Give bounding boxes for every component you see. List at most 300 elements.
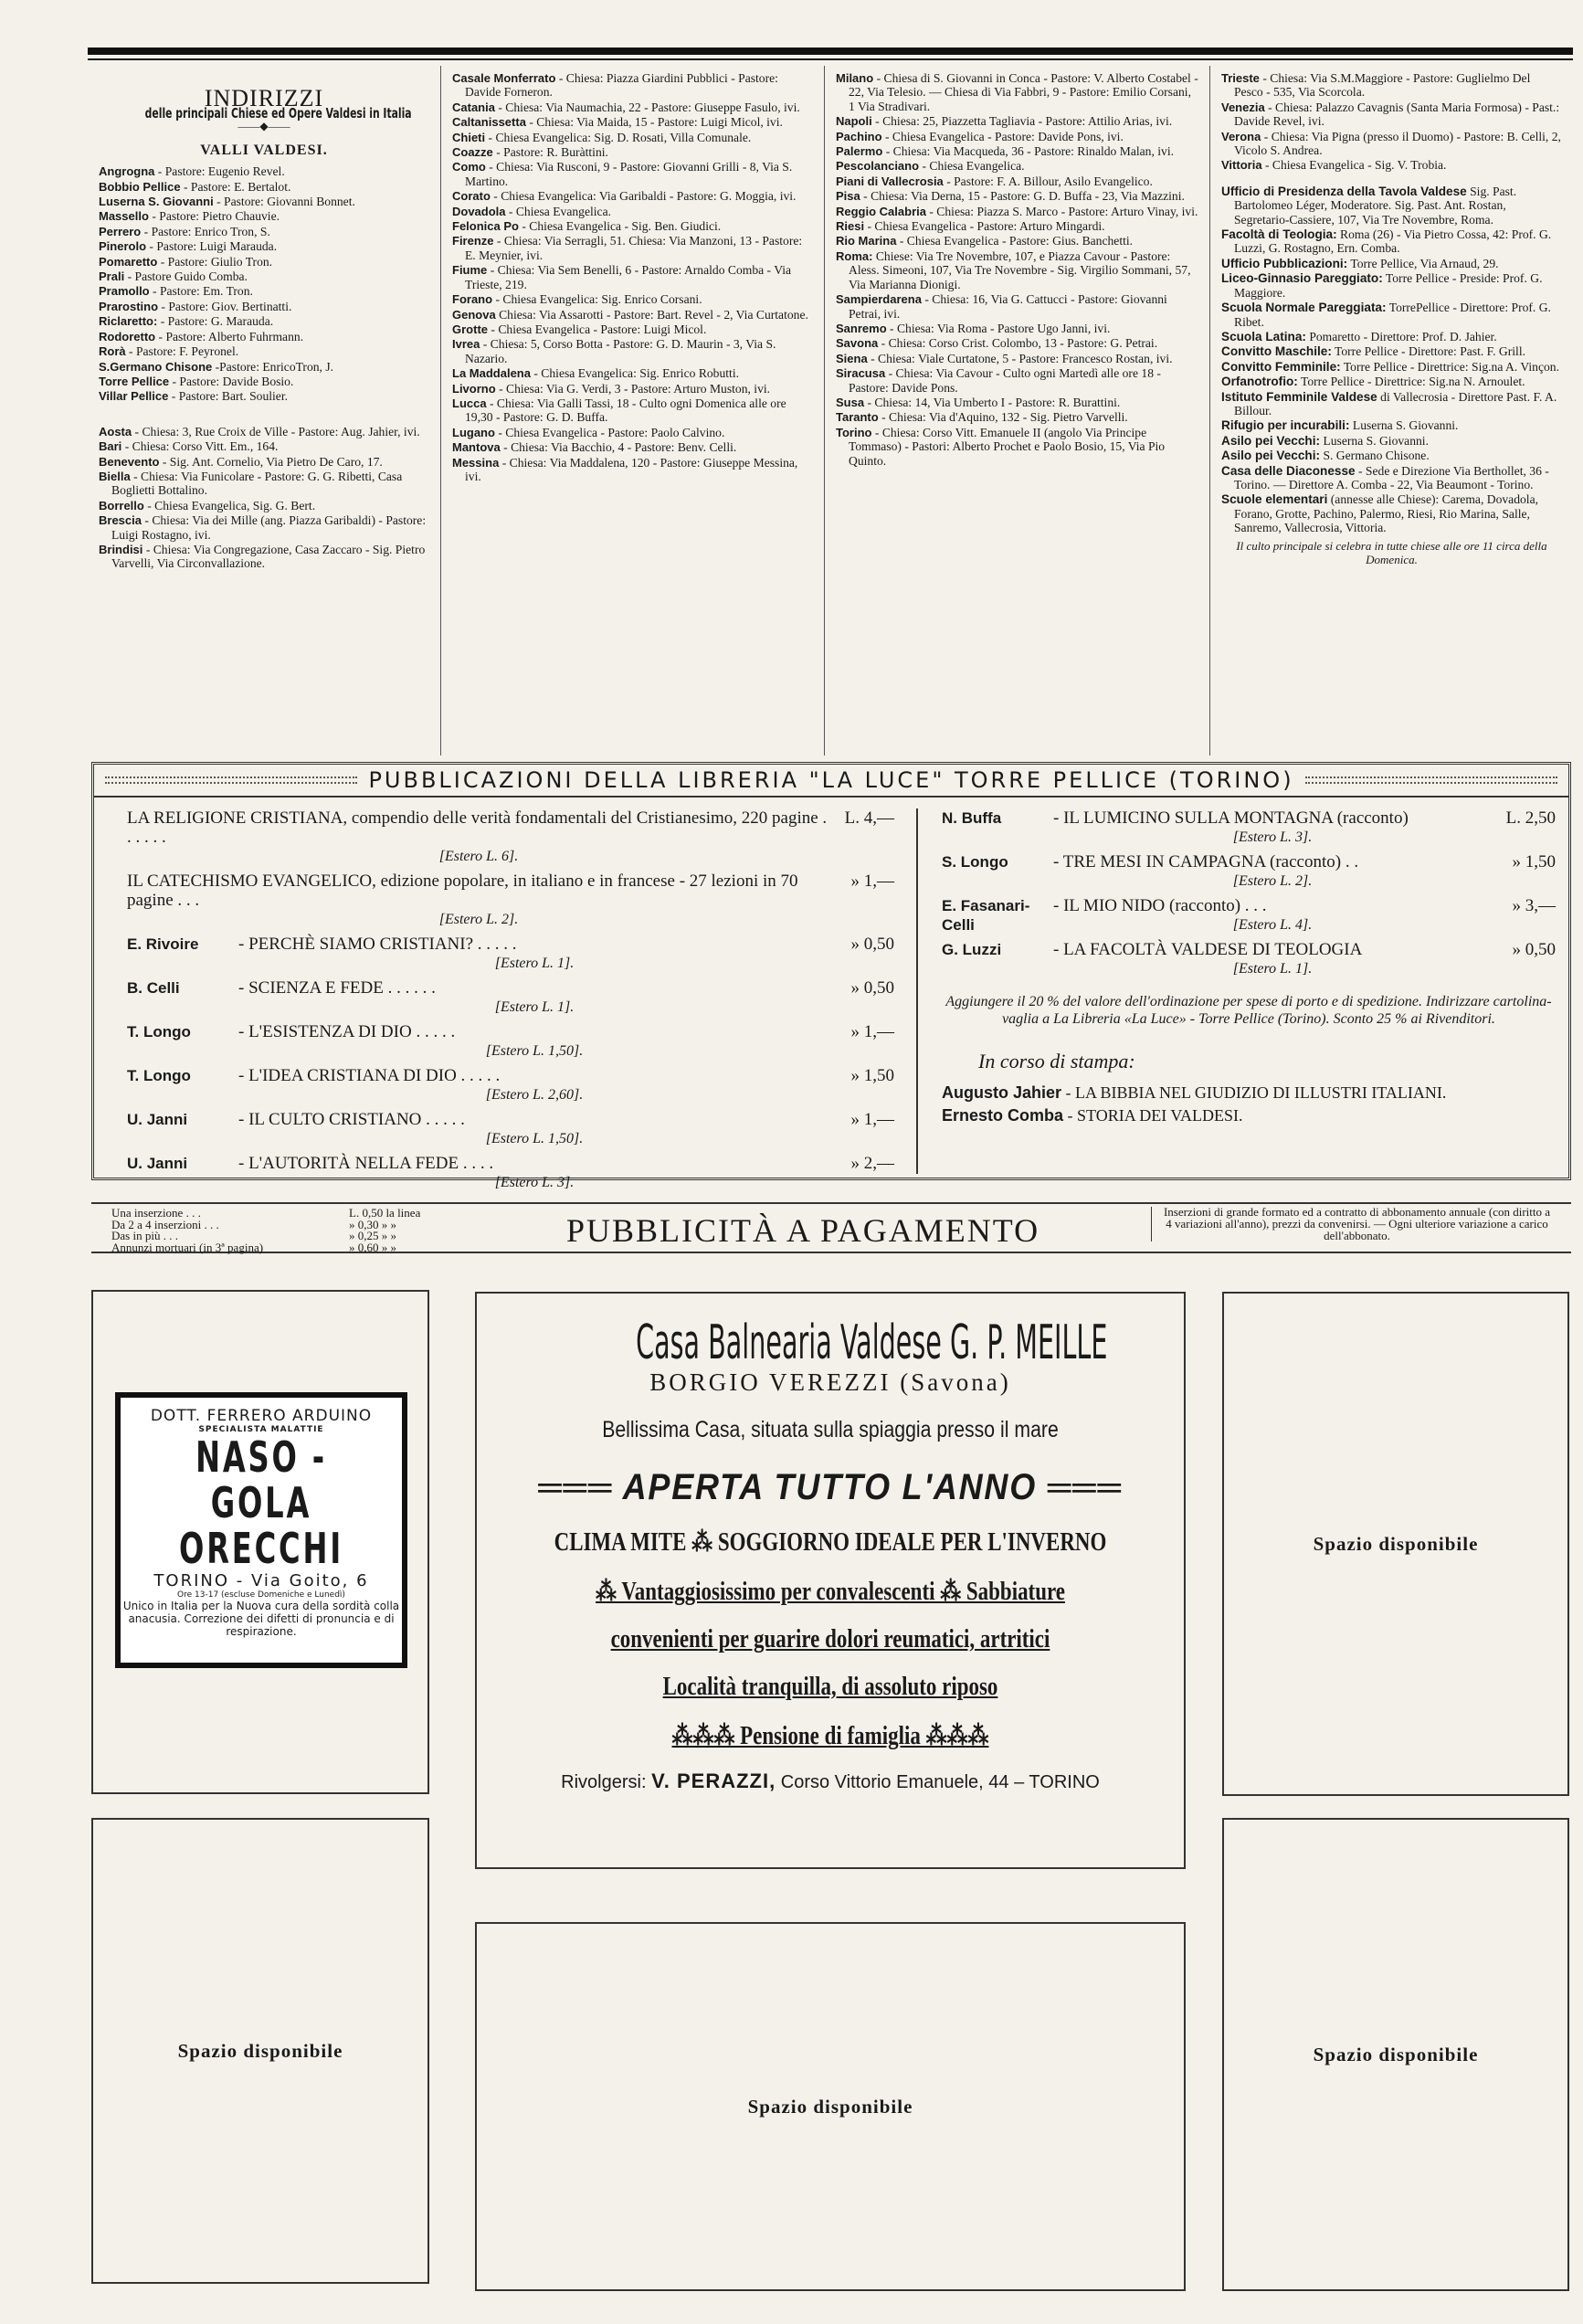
- directory-entry: [452, 337, 813, 365]
- entry-text: Torre Pellice - Preside: Prof. G. Maggiore.: [1234, 271, 1543, 300]
- directory-entry: [836, 144, 1198, 158]
- entry-text: - Chiesa: Piazza Giardini Pubblici - Pastore: Davide Forneron.: [465, 71, 778, 100]
- entry-text: Chiese: Via Tre Novembre, 107, e Piazza Cavour - Pastore: Aless. Simeoni, 107, Via Tre Novembre - Sig. Virgilio Sommani, 57, Via Marianna Dionigi.: [849, 248, 1191, 291]
- directory-entry: [1221, 464, 1562, 492]
- directory-entry: [836, 336, 1198, 350]
- entry-text: - Pastore: F. A. Billour, Asilo Evangelico.: [946, 174, 1153, 188]
- book-item: [127, 872, 894, 929]
- directory-entry: [452, 440, 813, 454]
- entry-name: Vittoria: [1221, 158, 1262, 173]
- entry-text: - Chiesa Evangelica - Sig. Ben. Giudici.: [522, 219, 722, 234]
- directory-entry: [452, 366, 813, 380]
- entry-name: S.Germano Chisone: [99, 359, 213, 374]
- entry-name: Facoltà di Teologia:: [1221, 227, 1337, 242]
- entry-name: Lucca: [452, 396, 487, 410]
- directory-entry: [836, 249, 1198, 291]
- entry-name: Rorà: [99, 344, 126, 359]
- directory-entry: [99, 284, 429, 298]
- entry-name: Felonica Po: [452, 219, 519, 234]
- directory-entry: [1221, 271, 1562, 300]
- rate-value: » 0,25 » »: [349, 1229, 396, 1242]
- directory-entry: [1221, 434, 1562, 448]
- book-price: » 0,50: [1512, 940, 1556, 959]
- entry-text: - Chiesa Evangelica: Sig. Enrico Robutti.: [533, 366, 740, 381]
- entry-name: Brescia: [99, 513, 142, 528]
- doctor-spec: SPECIALISTA MALATTIE: [198, 1425, 324, 1434]
- meille-line-2: convenienti per guarire dolori reumatici, artritici: [610, 1625, 1050, 1653]
- entry-name: Lugano: [452, 425, 495, 439]
- entry-text: Torre Pellice, Via Arnaud, 29.: [1350, 256, 1499, 270]
- entry-name: Piani di Vallecrosia: [836, 174, 944, 188]
- book-estero: [Estero L. 2].: [1232, 873, 1313, 889]
- book-price: » 0,50: [850, 935, 894, 954]
- directory-entry: [836, 366, 1198, 395]
- book-title: - LA FACOLTÀ VALDESE DI TEOLOGIA: [1053, 940, 1363, 959]
- directory-entry: [452, 292, 813, 306]
- entry-text: - Chiesa: Corso Vitt. Emanuele II (angolo Via Principe Tommaso) - Pastori: Alberto Prochet e Paolo Bosio, 15, Via Pio Quinto.: [849, 425, 1166, 468]
- book-estero: [Estero L. 4].: [1232, 917, 1313, 933]
- valli-heading: VALLI VALDESI.: [200, 142, 328, 158]
- book-item: [127, 1154, 894, 1192]
- entry-name: Prali: [99, 269, 125, 284]
- entry-name: Villar Pellice: [99, 389, 169, 404]
- directory-entry: [452, 322, 813, 336]
- entry-text: - Chiesa: Corso Crist. Colombo, 13 - Pastore: G. Petrai.: [881, 336, 1158, 351]
- directory-columns: [88, 66, 1573, 755]
- book-item: [942, 940, 1556, 978]
- directory-entry: [1221, 418, 1562, 432]
- directory-entry: [452, 100, 813, 114]
- entry-name: Convitto Maschile:: [1221, 344, 1332, 359]
- meille-open: ═══ APERTA TUTTO L'ANNO ═══: [538, 1467, 1123, 1507]
- entry-text: - Pastore: Giovanni Bonnet.: [216, 195, 355, 209]
- directory-entry: [836, 352, 1198, 365]
- entry-name: Verona: [1221, 129, 1261, 143]
- entry-text: - Chiesa: Via Funicolare - Pastore: G. G. Ribetti, Casa Boglietti Bottalino.: [111, 469, 403, 498]
- entry-text: - Chiesa: Via Maddalena, 120 - Pastore: Giuseppe Messina, ivi.: [465, 455, 798, 483]
- upcoming-list: [942, 1083, 1556, 1125]
- directory-entry: [836, 292, 1198, 321]
- entry-name: Luserna S. Giovanni: [99, 195, 214, 209]
- spazio-label: Spazio disponibile: [747, 2095, 913, 2118]
- entry-name: Bari: [99, 439, 122, 454]
- entry-text: - Chiesa Evangelica, Sig. G. Bert.: [147, 498, 316, 512]
- book-item: [127, 1110, 894, 1148]
- entry-name: Pisa: [836, 189, 860, 204]
- entry-text: Pomaretto - Direttore: Prof. D. Jahier.: [1309, 329, 1497, 343]
- entry-text: Torre Pellice - Direttore: Past. F. Grill.: [1335, 344, 1525, 359]
- book-estero: [Estero L. 1].: [494, 956, 575, 971]
- entry-name: Milano: [836, 71, 874, 85]
- entry-text: - Pastore: G. Marauda.: [160, 314, 274, 329]
- entry-name: Casale Monferrato: [452, 71, 556, 85]
- book-author: U. Janni: [127, 1155, 188, 1172]
- entry-text: Luserna S. Giovanni.: [1323, 433, 1429, 448]
- entry-text: (annesse alle Chiese): Carema, Dovadola, Forano, Grotte, Pachino, Palermo, Riesi, Rio Marina, Salle, Sanremo, Vallecrosia, Vittoria.: [1234, 492, 1538, 535]
- entry-text: - Chiesa: Via Sem Benelli, 6 - Pastore: Arnaldo Comba - Via Trieste, 219.: [465, 263, 792, 291]
- book-price: L. 4,—: [844, 808, 894, 828]
- doctor-specialty: NASO - GOLA ORECCHI: [179, 1432, 343, 1573]
- book-estero: [Estero L. 3].: [494, 1175, 575, 1190]
- entry-text: - Chiesa: Via Rusconi, 9 - Pastore: Giovanni Grilli - 8, Via S. Martino.: [465, 160, 793, 188]
- directory-entry: [836, 174, 1198, 188]
- upcoming-author: Augusto Jahier: [942, 1083, 1062, 1102]
- upcoming-item: [942, 1106, 1556, 1125]
- directory-entry: [836, 219, 1198, 233]
- entry-name: Sanremo: [836, 321, 887, 335]
- upcoming-author: Ernesto Comba: [942, 1106, 1064, 1125]
- entry-text: - Chiesa: 14, Via Umberto I - Pastore: R. Burattini.: [867, 395, 1121, 409]
- directory-entry: [836, 322, 1198, 335]
- entry-text: - Chiesa Evangelica - Pastore: Gius. Banchetti.: [899, 234, 1134, 248]
- entry-text: - Chiesa: Via d'Aquino, 132 - Sig. Pietro Varvelli.: [881, 410, 1128, 425]
- entry-text: - Chiesa: Piazza S. Marco - Pastore: Arturo Vinay, ivi.: [929, 204, 1198, 218]
- entry-text: - Chiesa Evangelica.: [922, 159, 1025, 174]
- book-item: [942, 852, 1556, 891]
- entry-text: - Pastore: Pietro Chauvie.: [152, 209, 280, 224]
- directory-entry: [452, 382, 813, 396]
- entry-text: - Pastore: Giov. Bertinatti.: [161, 299, 292, 313]
- top-rule: [88, 48, 1573, 55]
- entry-text: - Chiesa: 3, Rue Croix de Ville - Pastore: Aug. Jahier, ivi.: [134, 424, 420, 438]
- publications-header: [94, 765, 1568, 798]
- directory-entry: [99, 425, 429, 438]
- entry-name: Angrogna: [99, 164, 155, 179]
- directory-entry: [836, 114, 1198, 128]
- rate-label: Annunzi mortuari (in 3ª pagina): [111, 1240, 264, 1254]
- directory-entry: [99, 164, 429, 178]
- entry-name: Mantova: [452, 440, 501, 455]
- directory-entry: [836, 426, 1198, 468]
- directory-entry: [99, 195, 429, 208]
- advertising-title: PUBBLICITÀ A PAGAMENTO: [566, 1212, 1040, 1249]
- book-estero: [Estero L. 6].: [438, 849, 519, 864]
- entry-name: Trieste: [1221, 71, 1260, 85]
- rate-value: L. 0,50 la linea: [349, 1206, 421, 1220]
- entry-name: Pescolanciano: [836, 159, 920, 174]
- upcoming-item: [942, 1083, 1556, 1103]
- entry-text: - Chiesa: Via Naumachia, 22 - Pastore: Giuseppe Fasulo, ivi.: [498, 100, 800, 114]
- book-price: » 1,—: [850, 872, 894, 891]
- entry-name: Benevento: [99, 454, 160, 469]
- directory-entry: [836, 71, 1198, 113]
- entry-name: Biella: [99, 469, 131, 483]
- directory-entry: [1221, 257, 1562, 270]
- directory-entry: [836, 159, 1198, 173]
- book-title: - L'AUTORITÀ NELLA FEDE . . . .: [238, 1154, 494, 1173]
- meille-contact: Rivolgersi: V. PERAZZI, Corso Vittorio Emanuele, 44 – TORINO: [561, 1769, 1100, 1792]
- entry-name: Messina: [452, 455, 500, 470]
- directory-column-3: [825, 66, 1210, 755]
- directory-entry: [452, 234, 813, 262]
- directory-entry: [452, 263, 813, 291]
- entry-name: Coazze: [452, 145, 493, 160]
- entry-text: - Pastore: Bart. Soulier.: [171, 389, 289, 404]
- doctor-hours: Ore 13-17 (escluse Domeniche e Lunedì): [177, 1590, 345, 1600]
- entry-text: Torre Pellice - Direttrice: Sig.na A. Vinçon.: [1343, 359, 1559, 374]
- meille-line-3: Località tranquilla, di assoluto riposo: [662, 1673, 998, 1701]
- book-author: E. Rivoire: [127, 935, 199, 953]
- entry-text: TorrePellice - Direttore: Prof. G. Ribet.: [1234, 301, 1551, 329]
- entry-text: - Chiesa: Via Congregazione, Casa Zaccaro - Sig. Pietro Varvelli, Via Circonvallazione.: [111, 542, 426, 571]
- directory-entry: [99, 455, 429, 469]
- entry-name: Istituto Femminile Valdese: [1221, 389, 1377, 404]
- directory-entry: [99, 269, 429, 283]
- top-rule-thin: [88, 58, 1573, 60]
- directory-entry: [99, 499, 429, 512]
- entry-text: - Chiesa Evangelica - Pastore: Davide Pons, ivi.: [884, 129, 1124, 143]
- directory-entry: [452, 145, 813, 159]
- entry-text: - Pastore: Luigi Marauda.: [149, 239, 278, 254]
- entry-text: - Chiesa Evangelica: Sig. Enrico Corsani.: [495, 292, 702, 307]
- spazio-box-3: [475, 1922, 1186, 2291]
- entry-name: Liceo-Ginnasio Pareggiato:: [1221, 271, 1383, 286]
- book-author: B. Celli: [127, 979, 180, 997]
- ad-meille: [475, 1292, 1186, 1869]
- directory-entry: [1221, 375, 1562, 388]
- directory-entry: [452, 205, 813, 218]
- publications-box: [91, 762, 1571, 1190]
- book-item: [127, 1066, 894, 1104]
- in-corso-heading: In corso di stampa:: [978, 1050, 1135, 1072]
- book-title: IL CATECHISMO EVANGELICO, edizione popolare, in italiano e in francese - 27 lezioni in 70 pagine . . .: [127, 872, 798, 910]
- entry-name: Roma:: [836, 248, 873, 263]
- meille-line-1: ⁂ Vantaggiosissimo per convalescenti ⁂ Sabbiature: [596, 1578, 1065, 1606]
- entry-text: - Chiesa: Via Cavour - Culto ogni Martedì alle ore 18 - Pastore: Davide Pons.: [849, 366, 1161, 395]
- book-price: » 2,—: [850, 1154, 894, 1173]
- directory-entry: [1221, 360, 1562, 374]
- publications-left-list: [127, 808, 894, 1198]
- entry-name: Siena: [836, 351, 868, 365]
- cities-list-m: [836, 71, 1198, 468]
- entry-name: Susa: [836, 395, 865, 409]
- book-estero: [Estero L. 1].: [1232, 961, 1313, 977]
- entry-text: - Sig. Ant. Cornelio, Via Pietro De Caro, 17.: [162, 454, 383, 469]
- entry-name: Borrello: [99, 498, 144, 512]
- upcoming-title: - LA BIBBIA NEL GIUDIZIO DI ILLUSTRI ITALIANI.: [1065, 1083, 1447, 1102]
- book-author: S. Longo: [942, 853, 1008, 871]
- rate-row: [111, 1242, 495, 1254]
- entry-text: Luserna S. Giovanni.: [1352, 418, 1459, 433]
- entry-name: Ivrea: [452, 337, 480, 352]
- entry-text: - Chiesa Evangelica - Pastore: Luigi Micol.: [491, 322, 707, 336]
- rate-value: » 0,30 » »: [349, 1217, 396, 1231]
- book-item: [127, 1022, 894, 1061]
- book-item: [127, 808, 894, 866]
- directory-column-2: [441, 66, 825, 755]
- book-author: T. Longo: [127, 1023, 191, 1041]
- entry-name: Pomaretto: [99, 254, 158, 269]
- book-author: N. Buffa: [942, 809, 1002, 827]
- entry-text: - Chiesa Evangelica: Via Garibaldi - Pastore: G. Moggia, ivi.: [493, 189, 797, 204]
- entry-text: - Chiesa Evangelica - Pastore: Paolo Calvino.: [498, 425, 725, 439]
- entry-text: - Chiesa: Via Bacchio, 4 - Pastore: Benv. Celli.: [503, 440, 737, 455]
- rate-value: » 0,60 » »: [349, 1240, 396, 1254]
- spazio-label: Spazio disponibile: [1313, 1532, 1479, 1555]
- entry-text: - Chiesa Evangelica - Pastore: Arturo Mingardi.: [867, 219, 1105, 234]
- spazio-box-1: [1222, 1292, 1569, 1796]
- order-note: Aggiungere il 20 % del valore dell'ordinazione per spese di porto e di spedizione. Indirizzare cartolina-vaglia a La Libreria «La Luce» - Torre Pellice (Torino). Sconto 25 % ai Rivenditori.: [945, 994, 1552, 1027]
- directory-entry: [99, 389, 429, 403]
- directory-entry: [1221, 390, 1562, 418]
- directory-entry: [99, 330, 429, 343]
- directory-column-4: [1210, 66, 1573, 755]
- entry-name: Napoli: [836, 114, 872, 129]
- publications-title: PUBBLICAZIONI DELLA LIBRERIA "LA LUCE" TORRE PELLICE (TORINO): [368, 767, 1294, 793]
- directory-entry: [99, 239, 429, 253]
- directory-entry: [452, 160, 813, 188]
- meille-desc: Bellissima Casa, situata sulla spiaggia presso il mare: [602, 1417, 1059, 1442]
- entry-name: La Maddalena: [452, 366, 531, 381]
- entry-text: - Pastore: Alberto Fuhrmann.: [158, 329, 304, 343]
- entry-text: - Chiesa: 5, Corso Botta - Pastore: G. D. Maurin - 3, Via S. Nazario.: [465, 337, 776, 365]
- entry-name: Savona: [836, 336, 879, 351]
- directory-entry: [1221, 71, 1562, 100]
- directory-entry: [836, 234, 1198, 248]
- entry-name: Torre Pellice: [99, 374, 170, 388]
- culto-note: Il culto principale si celebra in tutte chiese alle ore 11 circa della Domenica.: [1236, 538, 1547, 566]
- spazio-label: Spazio disponibile: [1313, 2043, 1479, 2065]
- entry-text: S. Germano Chisone.: [1323, 449, 1430, 463]
- entry-text: - Chiesa Evangelica - Sig. V. Trobia.: [1264, 158, 1447, 173]
- directory-entry: [452, 115, 813, 129]
- book-title: - TRE MESI IN CAMPAGNA (racconto) . .: [1053, 852, 1359, 872]
- entry-name: Torino: [836, 425, 872, 439]
- entry-text: - Chiesa di S. Giovanni in Conca - Pastore: V. Alberto Costabel - 22, Via Telesio. — Chiesa di Via Fabbri, 9 - Pastore: Emilio Corsani, 1 Via Stradivari.: [849, 71, 1198, 113]
- book-author: E. Fasanari-Celli: [942, 897, 1030, 934]
- entry-text: - Chiesa Evangelica: Sig. D. Rosati, Villa Comunale.: [488, 130, 752, 144]
- cities-list-t: [1221, 71, 1562, 173]
- directory-entry: [836, 189, 1198, 203]
- book-estero: [Estero L. 2,60].: [485, 1087, 584, 1103]
- book-title: - IL MIO NIDO (racconto) . . .: [1053, 896, 1267, 915]
- entry-text: - Chiesa: 16, Via G. Cattucci - Pastore: Giovanni Petrai, ivi.: [849, 292, 1167, 321]
- book-author: U. Janni: [127, 1111, 188, 1128]
- entry-text: - Sede e Direzione Via Berthollet, 36 - Torino. — Direttore A. Comba - 22, Via Beaumont - Torino.: [1234, 463, 1549, 491]
- directory-entry: [99, 439, 429, 453]
- entry-text: - Pastore: Eugenio Revel.: [157, 164, 285, 179]
- doctor-name: DOTT. FERRERO ARDUINO: [150, 1407, 373, 1425]
- directory-title: INDIRIZZI: [204, 85, 324, 111]
- ad-doctor-frame: [91, 1290, 429, 1794]
- upcoming-title: - STORIA DEI VALDESI.: [1067, 1106, 1243, 1125]
- entry-text: - Chiesa: Via Roma - Pastore Ugo Janni, ivi.: [890, 321, 1111, 335]
- rate-label: Una inserzione . . .: [111, 1206, 201, 1220]
- directory-entry: [452, 426, 813, 439]
- directory-entry: [99, 255, 429, 269]
- large-format-note: Inserzioni di grande formato ed a contratto di abbonamento annuale (con diritto a 4 variazioni all'anno), prezzi da convenirsi. — Ogni ulteriore variazione a carico dell'abbonato.: [1151, 1207, 1553, 1241]
- publications-right-panel: [916, 808, 1556, 1174]
- entry-name: Riesi: [836, 219, 865, 234]
- directory-entry: [1221, 130, 1562, 158]
- entry-text: - Chiesa: Via G. Verdi, 3 - Pastore: Arturo Muston, ivi.: [499, 381, 771, 396]
- entry-text: - Pastore: Enrico Tron, S.: [143, 224, 270, 238]
- entry-name: Convitto Femminile:: [1221, 359, 1341, 374]
- ad-rates: [111, 1208, 495, 1253]
- directory-entry: [99, 513, 429, 542]
- book-price: » 3,—: [1512, 896, 1556, 915]
- entry-name: Bobbio Pellice: [99, 179, 181, 194]
- entry-name: Dovadola: [452, 204, 506, 218]
- entry-name: Brindisi: [99, 542, 143, 556]
- entry-name: Ufficio Pubblicazioni:: [1221, 256, 1348, 270]
- directory-entry: [99, 225, 429, 238]
- rate-label: Da 2 a 4 inserzioni . . .: [111, 1217, 219, 1231]
- entry-text: Torre Pellice - Direttrice: Sig.na N. Arnoulet.: [1300, 375, 1525, 389]
- entry-name: Scuola Latina:: [1221, 329, 1306, 343]
- directory-entry: [99, 375, 429, 388]
- entry-text: - Chiesa: Via Macqueda, 36 - Pastore: Rinaldo Malan, ivi.: [885, 144, 1175, 159]
- doctor-desc: Unico in Italia per la Nuova cura della sordità colla anacusia. Correzione dei difetti di pronuncia e di respirazione.: [122, 1600, 400, 1638]
- entry-text: - Pastore: Em. Tron.: [153, 284, 253, 299]
- entry-text: Sig. Past. Bartolomeo Léger, Moderatore. Sig. Past. Ant. Rostan, Segretario-Cassiere, 107, Via Tre Novembre, Roma.: [1234, 184, 1517, 227]
- entry-text: - Chiesa: Via Galli Tassi, 18 - Culto ogni Domenica alle ore 19,30 - Pastore: G. D. Buffa.: [465, 396, 786, 425]
- book-title: LA RELIGIONE CRISTIANA, compendio delle verità fondamentali del Cristianesimo, 220 pagine . . . . . .: [127, 808, 828, 847]
- directory-entry: [1221, 100, 1562, 129]
- entry-name: Caltanissetta: [452, 115, 526, 130]
- entry-name: Genova: [452, 307, 496, 322]
- doctor-address: TORINO - Via Goito, 6: [153, 1571, 369, 1590]
- book-item: [942, 808, 1556, 847]
- book-estero: [Estero L. 1].: [494, 999, 575, 1015]
- directory-entry: [452, 308, 813, 322]
- book-price: L. 2,50: [1505, 808, 1556, 828]
- entry-name: Riclaretto:: [99, 314, 158, 329]
- directory-entry: [99, 344, 429, 358]
- directory-entry: [1221, 227, 1562, 256]
- book-estero: [Estero L. 1,50].: [485, 1131, 584, 1146]
- directory-entry: [452, 131, 813, 144]
- entry-name: Rio Marina: [836, 234, 897, 248]
- entry-name: Siracusa: [836, 366, 886, 381]
- entry-name: Pachino: [836, 129, 882, 143]
- directory-entry: [452, 189, 813, 203]
- book-title: - IL CULTO CRISTIANO . . . . .: [238, 1110, 465, 1129]
- directory-entry: [1221, 492, 1562, 534]
- directory-entry: [99, 180, 429, 194]
- entry-name: Rifugio per incurabili:: [1221, 418, 1350, 433]
- book-price: » 0,50: [850, 978, 894, 998]
- entry-name: Forano: [452, 292, 493, 307]
- entry-name: Sampierdarena: [836, 292, 922, 307]
- book-author: G. Luzzi: [942, 941, 1002, 958]
- entry-name: Corato: [452, 189, 491, 204]
- book-title: - PERCHÈ SIAMO CRISTIANI? . . . . .: [238, 935, 517, 954]
- book-price: » 1,50: [1512, 852, 1556, 872]
- entry-text: - Chiesa: Via Serragli, 51. Chiesa: Via Manzoni, 13 - Pastore: E. Meynier, ivi.: [465, 234, 803, 262]
- entry-name: Venezia: [1221, 100, 1265, 114]
- directory-entry: [836, 130, 1198, 143]
- entry-text: - Chiesa: Viale Curtatone, 5 - Pastore: Francesco Rostan, ivi.: [871, 351, 1173, 365]
- entry-text: - Pastore: Giulio Tron.: [160, 254, 273, 269]
- book-item: [127, 978, 894, 1017]
- meille-place: BORGIO VEREZZI (Savona): [649, 1368, 1011, 1396]
- book-price: » 1,50: [850, 1066, 894, 1085]
- rate-label: Das in più . . .: [111, 1229, 178, 1242]
- entry-text: - Chiesa: Via dei Mille (ang. Piazza Garibaldi) - Pastore: Luigi Rostagno, ivi.: [111, 513, 427, 542]
- entry-text: Chiesa: Via Assarotti - Pastore: Bart. Revel - 2, Via Curtatone.: [499, 307, 808, 322]
- spazio-box-4: [1222, 1818, 1569, 2291]
- spazio-label: Spazio disponibile: [177, 2039, 343, 2062]
- entry-text: - Chiesa: Palazzo Cavagnis (Santa Maria Formosa) - Past.: Davide Revel, ivi.: [1234, 100, 1560, 129]
- entry-name: Asilo pei Vecchi:: [1221, 433, 1321, 448]
- entry-text: - Pastore: Davide Bosio.: [172, 374, 294, 388]
- entry-name: Taranto: [836, 410, 879, 425]
- book-title: - L'ESISTENZA DI DIO . . . . .: [238, 1022, 456, 1041]
- entry-text: - Chiesa: Via Pigna (presso il Duomo) - Pastore: B. Celli, 2, Vicolo S. Andrea.: [1234, 129, 1561, 158]
- directory-entry: [836, 396, 1198, 409]
- directory-subtitle: delle principali Chiese ed Opere Valdesi in Italia: [144, 105, 412, 122]
